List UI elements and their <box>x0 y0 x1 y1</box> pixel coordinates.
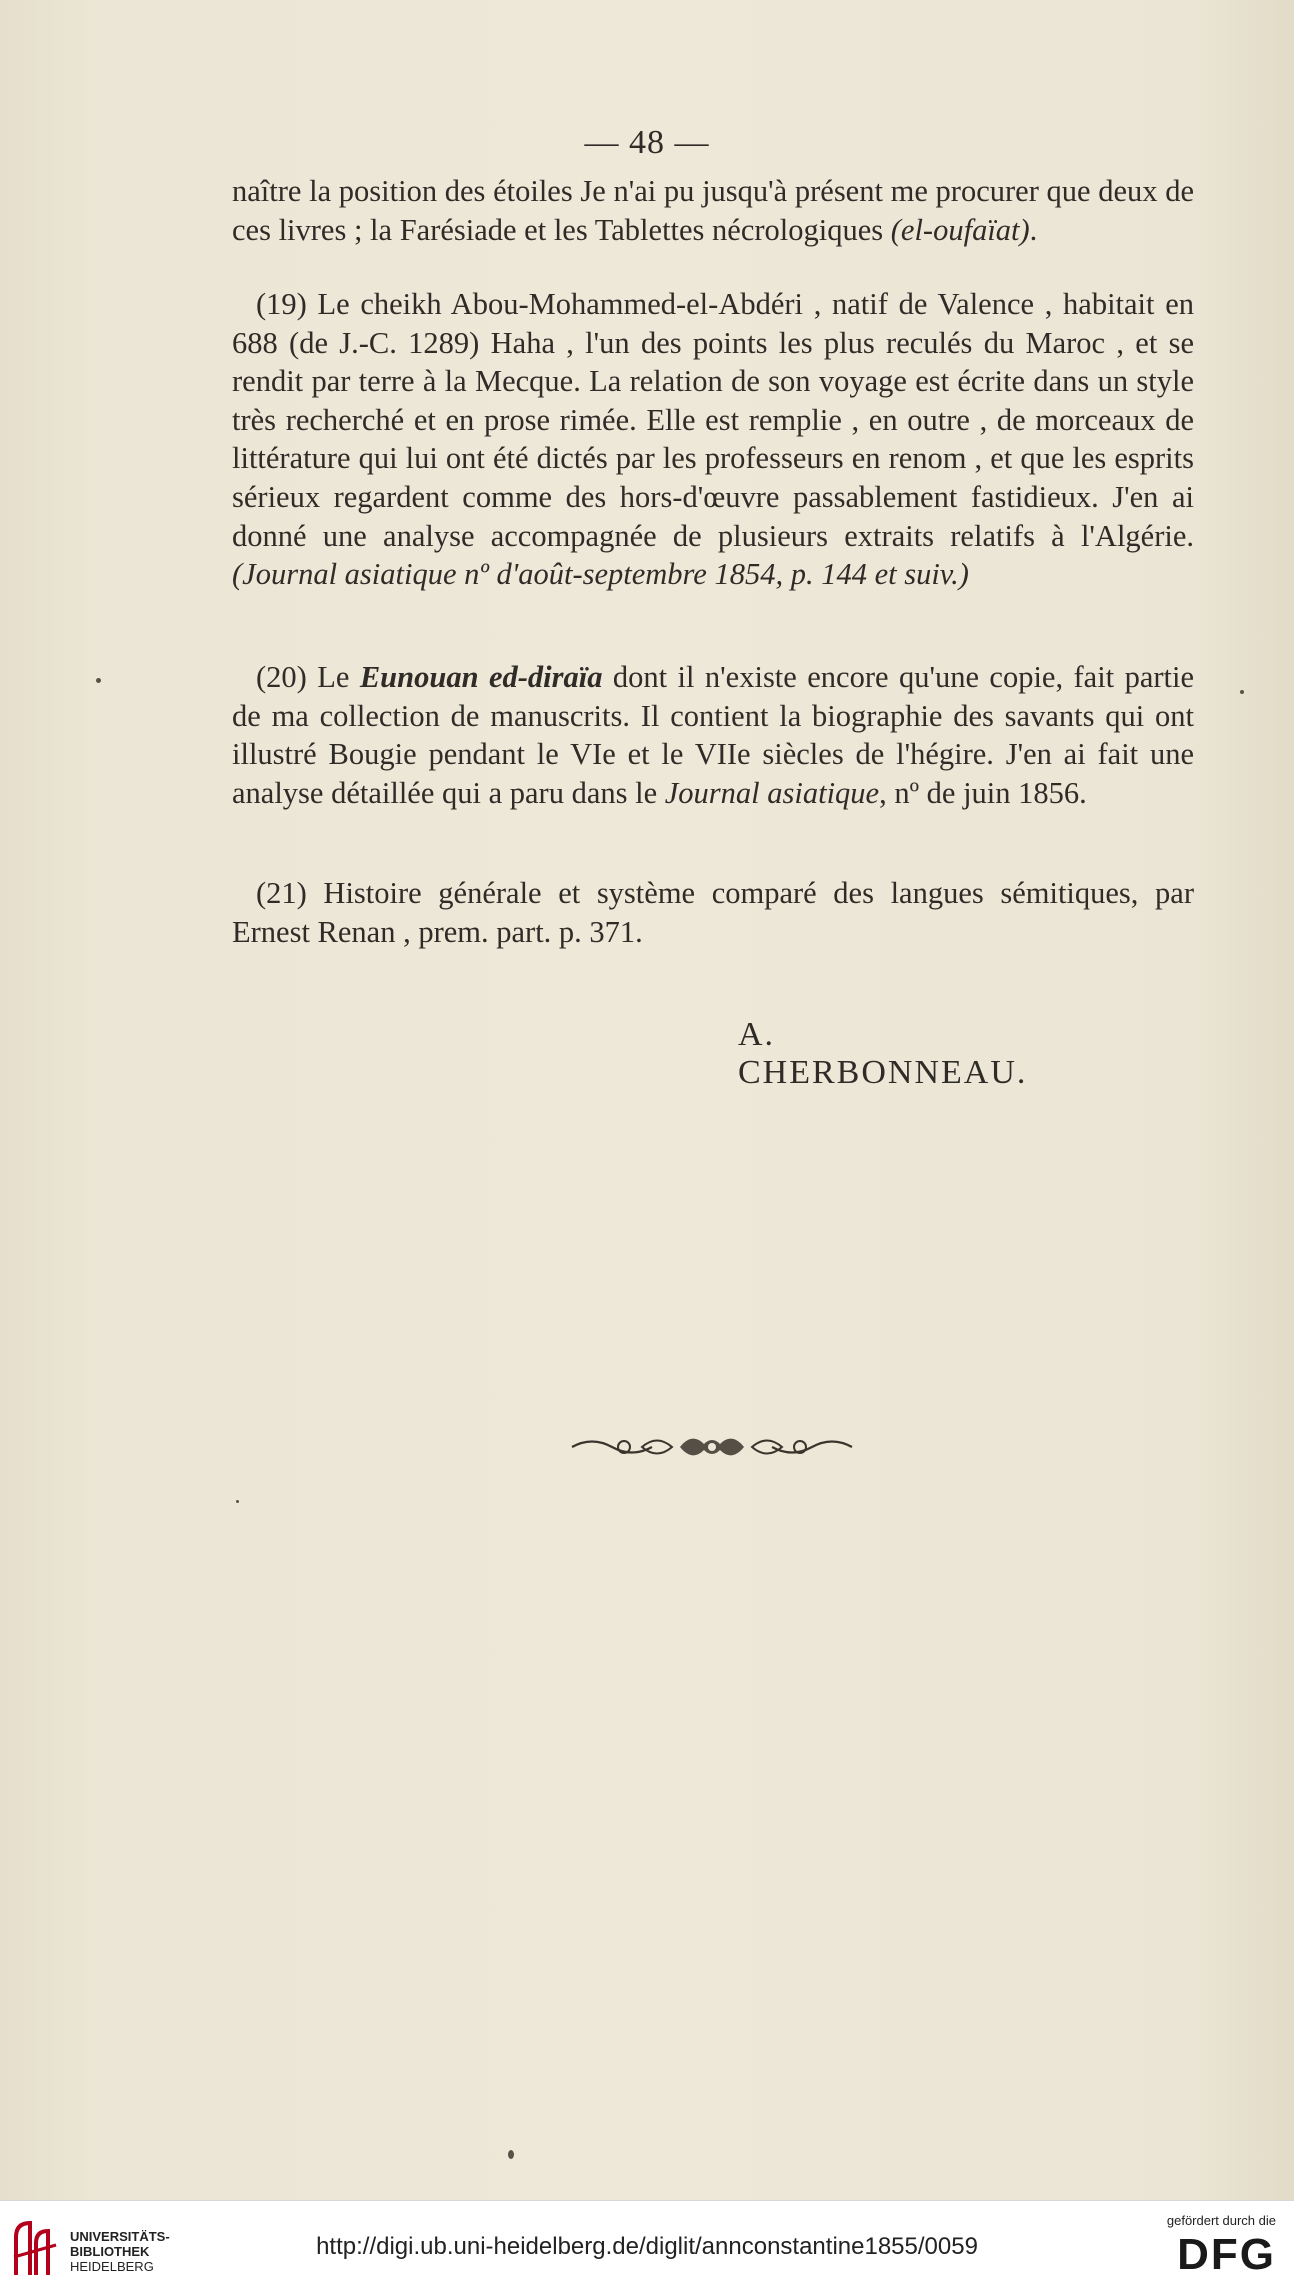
paragraph-continuation <box>232 172 1194 249</box>
paragraph-text: naître la position des étoiles Je n'ai pu jusqu'à présent me procurer que deux de ces livres ; la Farésiade et les Tablettes nécrologiques <box>232 174 1194 247</box>
footnote-20-title: Eunouan ed-diraïa <box>359 660 603 694</box>
italic-term: (el-oufaïat) <box>890 212 1030 247</box>
library-name-line: HEIDELBERG <box>70 2259 154 2274</box>
dfg-logo: DFG <box>1177 2230 1276 2279</box>
footnote-19 <box>232 285 1194 594</box>
footnote-21: (21) Histoire générale et système comparé des langues sémitiques, par Ernest Renan , prem. part. p. 371. <box>232 876 1194 949</box>
vignette-ornament-icon <box>562 1430 862 1464</box>
library-name-line: BIBLIOTHEK <box>70 2244 150 2259</box>
funding-notice <box>1146 2213 1276 2278</box>
footnote-20-middle: dont il n'existe encore qu'une copie, fait partie de ma collection de manuscrits. Il contient la biographie des savants qui ont illustré Bougie pendant le VIe et le VIIe siècles de l'hégire. J'en ai fait une analyse détaillée qui a paru dans le <box>232 660 1194 810</box>
page-number: — 48 — <box>584 124 710 161</box>
library-name-line: UNIVERSITÄTS- <box>70 2229 170 2244</box>
paragraph-end: . <box>1029 212 1038 247</box>
footnote-20-end: , nº de juin 1856. <box>879 775 1087 810</box>
footnote-19-text: (19) Le cheikh Abou-Mohammed-el-Abdéri , natif de Valence , habitait en 688 (de J.-C. 1289) Haha , l'un des points les plus reculés du Maroc , et se rendit par terre à la Mecque. La relation de son voyage est écrite dans un style très recherché et en prose rimée. Elle est remplie , en outre , de morceaux de littérature qui lui ont été dictés par les professeurs en renom , et que les esprits sérieux regardent comme des hors-d'œuvre passablement fastidieux. J'en ai donné une analyse accompagnée de plusieurs extraits relatifs à l'Algérie. <box>232 287 1194 553</box>
permalink-url[interactable]: http://digi.ub.uni-heidelberg.de/diglit/annconstantine1855/0059 <box>316 2233 978 2260</box>
footnote-20 <box>232 658 1194 812</box>
funding-caption: gefördert durch die <box>1166 2213 1276 2228</box>
footer-bar <box>0 2200 1294 2293</box>
footnote-19-citation: (Journal asiatique nº d'août-septembre 1854, p. 144 et suiv.) <box>232 557 969 592</box>
author-signature: A. CHERBONNEAU. <box>738 1016 1028 1091</box>
footnote-20-journal: Journal asiatique <box>664 775 880 810</box>
footnote-20-start: (20) Le <box>256 660 360 694</box>
